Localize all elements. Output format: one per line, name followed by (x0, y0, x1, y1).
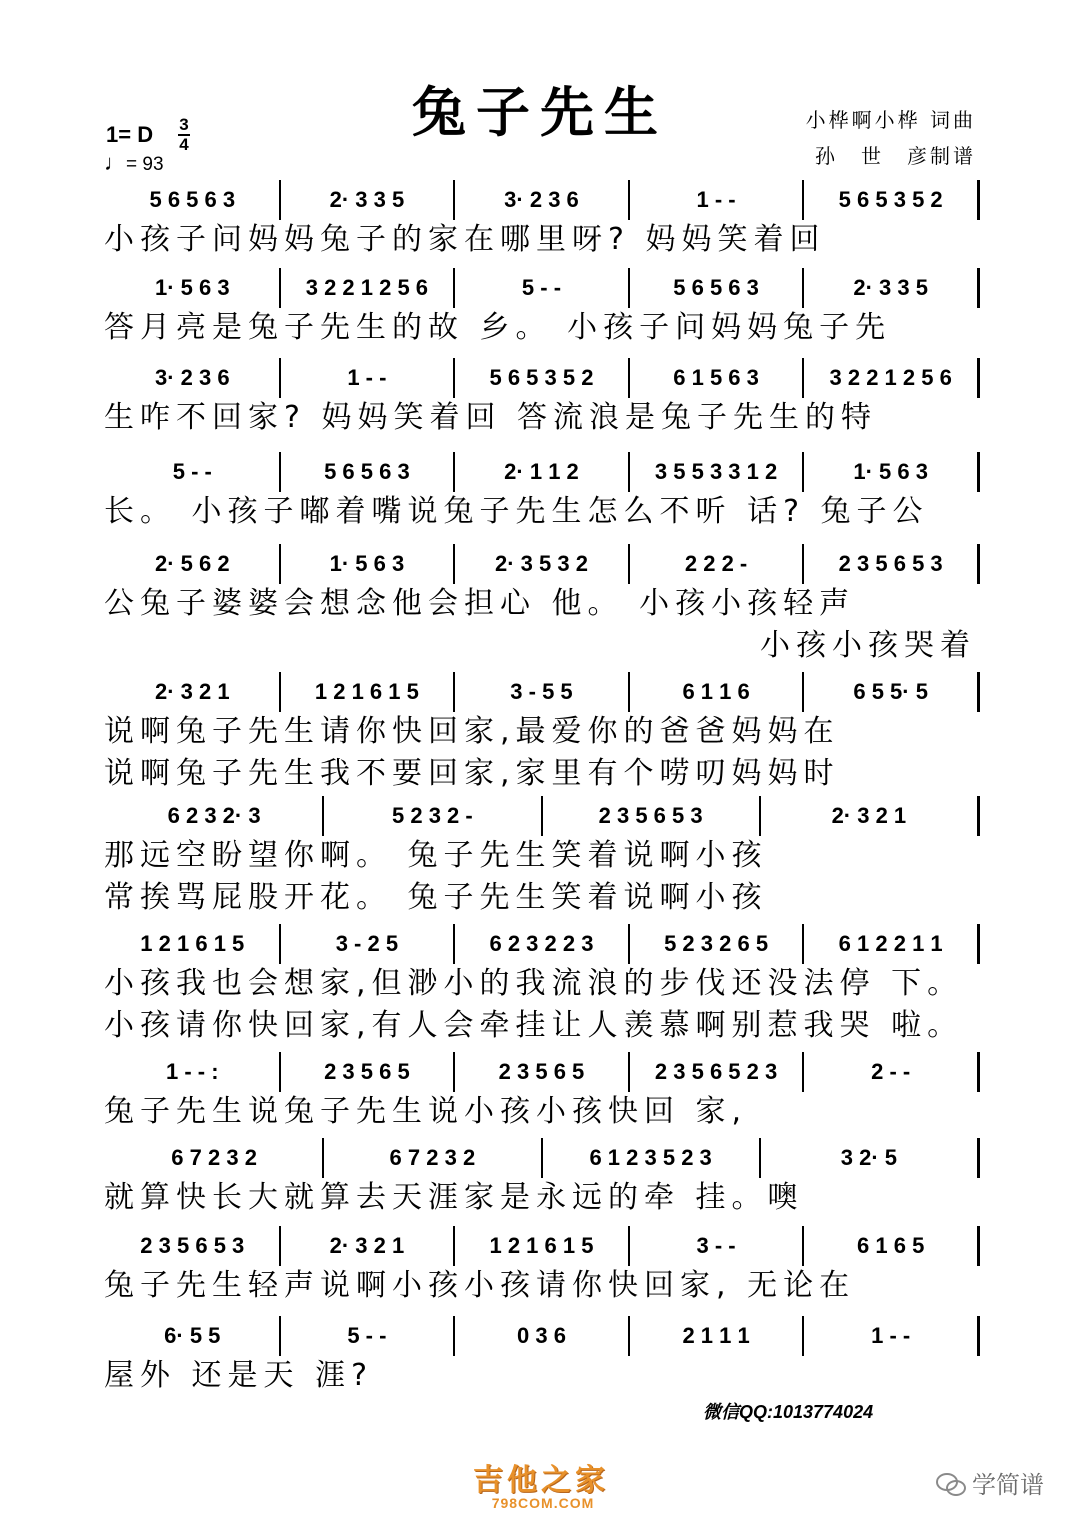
measure: 3· 2 3 6 (455, 180, 630, 220)
tempo-marking (104, 150, 164, 176)
measure: 3 2· 5 (761, 1138, 980, 1178)
measure: 6 1 2 3 5 2 3 (543, 1138, 761, 1178)
measure: 1· 5 6 3 (281, 544, 456, 584)
lyric-line: 那远空盼望你啊。 兔子先生笑着说啊小孩 (104, 838, 768, 873)
measure: 2 1 1 1 (630, 1316, 805, 1356)
measure: 2 - - (804, 1052, 980, 1092)
measure: 3 2 2 1 2 5 6 (804, 358, 980, 398)
measure: 1 2 1 6 1 5 (281, 672, 456, 712)
measure: 5 6 5 3 5 2 (455, 358, 630, 398)
lyric-line: 公兔子婆婆会想念他会担心 他。 小孩小孩轻声 (104, 586, 856, 621)
measure: 6 2 3 2· 3 (106, 796, 324, 836)
measure: 6 7 2 3 2 (106, 1138, 324, 1178)
lyric-line: 说啊兔子先生我不要回家,家里有个唠叨妈妈时 (104, 756, 840, 791)
site-logo-url: 798COM.COM (491, 1495, 595, 1511)
lyric-line: 就算快长大就算去天涯家是永远的牵 挂。噢 (104, 1180, 804, 1215)
measure: 6 2 3 2 2 3 (455, 924, 630, 964)
lyricist-composer-credit: 小桦啊小桦 词曲 (805, 108, 976, 132)
measure: 0 3 6 (455, 1316, 630, 1356)
measure: 3 - - (630, 1226, 805, 1266)
measure: 1 2 1 6 1 5 (455, 1226, 630, 1266)
lyric-line: 屋外 还是天 涯? (104, 1358, 373, 1393)
measure: 1 - - (630, 180, 805, 220)
meter-top: 3 (179, 115, 189, 134)
measure: 5 6 5 6 3 (630, 268, 805, 308)
page-title: 兔子先生 (412, 80, 668, 144)
measure: 3 5 5 3 3 1 2 (630, 452, 805, 492)
measure: 6 1 1 6 (630, 672, 805, 712)
measure: 2· 5 6 2 (106, 544, 281, 584)
measure: 2· 3 3 5 (281, 180, 456, 220)
measure: 5 - - (281, 1316, 456, 1356)
measure: 6 5 5· 5 (804, 672, 980, 712)
measure: 3· 2 3 6 (106, 358, 281, 398)
measure: 3 2 2 1 2 5 6 (281, 268, 456, 308)
measure: 5 6 5 6 3 (281, 452, 456, 492)
lyric-line: 兔子先生说兔子先生说小孩小孩快回 家, (104, 1094, 748, 1129)
lyric-line: 长。 小孩子嘟着嘴说兔子先生怎么不听 话? 兔子公 (104, 494, 929, 529)
measure: 6· 5 5 (106, 1316, 281, 1356)
measure: 2· 1 1 2 (455, 452, 630, 492)
measure: 2 3 5 6 5 (281, 1052, 456, 1092)
lyric-line: 兔子先生轻声说啊小孩小孩请你快回家, 无论在 (104, 1268, 856, 1303)
brand-badge (936, 1465, 1044, 1500)
lyric-line: 小孩小孩哭着 (760, 628, 976, 663)
measure: 5 - - (106, 452, 281, 492)
measure: 2· 3 2 1 (106, 672, 281, 712)
lyric-line: 生咋不回家? 妈妈笑着回 答流浪是兔子先生的特 (104, 400, 877, 435)
measure: 6 1 6 5 (804, 1226, 980, 1266)
arranger-credit: 孙 世 彦制谱 (815, 144, 976, 168)
lyric-line: 小孩我也会想家,但渺小的我流浪的步伐还没法停 下。 (104, 966, 964, 1001)
measure: 2 2 2 - (630, 544, 805, 584)
measure: 5 - - (455, 268, 630, 308)
measure: 1 - - : (106, 1052, 281, 1092)
tempo-value: = 93 (126, 154, 164, 175)
measure: 2 3 5 6 5 3 (804, 544, 980, 584)
measure: 2· 3 3 5 (804, 268, 980, 308)
measure: 1 - - (804, 1316, 980, 1356)
site-logo: 吉他之家 (473, 1463, 609, 1498)
lyric-line: 说啊兔子先生请你快回家,最爱你的爸爸妈妈在 (104, 714, 840, 749)
key-signature: 1= D (106, 122, 154, 147)
measure: 5 2 3 2 6 5 (630, 924, 805, 964)
measure: 5 6 5 3 5 2 (804, 180, 980, 220)
meter-bottom: 4 (179, 135, 189, 154)
lyric-line: 答月亮是兔子先生的故 乡。 小孩子问妈妈兔子先 (104, 310, 892, 345)
measure: 3 - 2 5 (281, 924, 456, 964)
wechat-icon (936, 1471, 966, 1495)
quarter-note-icon: ♩ (104, 150, 126, 175)
lyric-line: 小孩请你快回家,有人会牵挂让人羡慕啊别惹我哭 啦。 (104, 1008, 964, 1043)
measure: 6 7 2 3 2 (324, 1138, 542, 1178)
measure: 2 3 5 6 5 3 (106, 1226, 281, 1266)
measure: 2 3 5 6 5 3 (543, 796, 761, 836)
measure: 1· 5 6 3 (804, 452, 980, 492)
lyric-line: 常挨骂屁股开花。 兔子先生笑着说啊小孩 (104, 880, 768, 915)
brand-name: 学简谱 (972, 1471, 1044, 1499)
measure: 5 2 3 2 - (324, 796, 542, 836)
lyric-line: 小孩子问妈妈兔子的家在哪里呀? 妈妈笑着回 (104, 222, 826, 257)
measure: 1 - - (281, 358, 456, 398)
measure: 3 - 5 5 (455, 672, 630, 712)
measure: 6 1 5 6 3 (630, 358, 805, 398)
measure: 2 3 5 6 5 (455, 1052, 630, 1092)
measure: 6 1 2 2 1 1 (804, 924, 980, 964)
measure: 2 3 5 6 5 2 3 (630, 1052, 805, 1092)
measure: 1· 5 6 3 (106, 268, 281, 308)
measure: 2· 3 2 1 (281, 1226, 456, 1266)
measure: 1 2 1 6 1 5 (106, 924, 281, 964)
time-signature (178, 117, 190, 153)
contact-watermark: 微信QQ:1013774024 (703, 1402, 874, 1422)
measure: 2· 3 2 1 (761, 796, 980, 836)
measure: 2· 3 5 3 2 (455, 544, 630, 584)
measure: 5 6 5 6 3 (106, 180, 281, 220)
